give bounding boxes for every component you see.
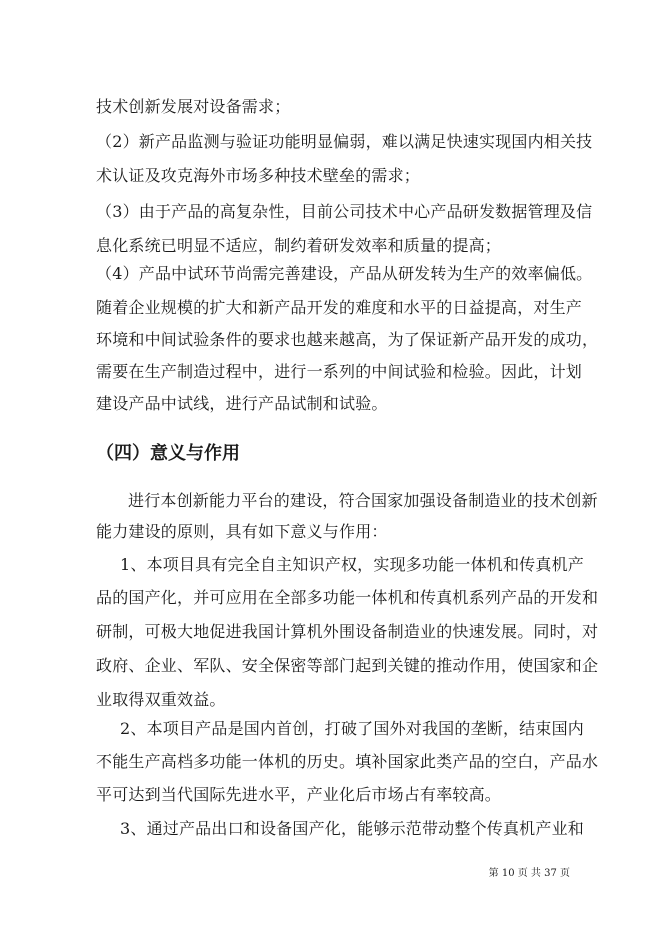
paragraph-line: 建设产品中试线，进行产品试制和试验。 xyxy=(96,394,388,413)
paragraph-line: 研制，可极大地促进我国计算机外围设备制造业的快速发展。同时，对 xyxy=(96,622,599,641)
page-number-footer: 第 10 页 共 37 页 xyxy=(488,868,570,879)
paragraph-line: 3、通过产品出口和设备国产化，能够示范带动整个传真机产业和 xyxy=(120,819,584,838)
paragraph-line: 不能生产高档多功能一体机的历史。填补国家此类产品的空白，产品水 xyxy=(96,752,599,771)
paragraph-line: 政府、企业、军队、安全保密等部门起到关键的推动作用，使国家和企 xyxy=(96,656,599,675)
paragraph-line: 品的国产化，并可应用在全部多功能一体机和传真机系列产品的开发和 xyxy=(96,588,599,607)
paragraph-line: 2、本项目产品是国内首创，打破了国外对我国的垄断，结束国内 xyxy=(120,719,584,738)
paragraph-line: （3）由于产品的高复杂性，目前公司技术中心产品研发数据管理及信 xyxy=(96,202,593,221)
paragraph-line: 需要在生产制造过程中，进行一系列的中间试验和检验。因此，计划 xyxy=(96,362,583,381)
paragraph-line: 1、本项目具有完全自主知识产权，实现多功能一体机和传真机产 xyxy=(120,555,584,574)
paragraph-line: 息化系统已明显不适应，制约着研发效率和质量的提高； xyxy=(96,236,502,255)
paragraph-line: 能力建设的原则，具有如下意义与作用： xyxy=(96,522,388,541)
paragraph-line: 随着企业规模的扩大和新产品开发的难度和水平的日益提高，对生产 xyxy=(96,298,583,317)
paragraph-line: （4）产品中试环节尚需完善建设，产品从研发转为生产的效率偏低。 xyxy=(96,264,593,283)
paragraph-line: 平可达到当代国际先进水平，产业化后市场占有率较高。 xyxy=(96,785,502,804)
paragraph-line: 环境和中间试验条件的要求也越来越高，为了保证新产品开发的成功， xyxy=(96,330,599,349)
paragraph-line: （2）新产品监测与验证功能明显偏弱，难以满足快速实现国内相关技 xyxy=(96,132,593,151)
paragraph-line: 技术创新发展对设备需求； xyxy=(96,97,291,116)
paragraph-line: 业取得双重效益。 xyxy=(96,690,226,709)
paragraph-line: 术认证及攻克海外市场多种技术壁垒的需求； xyxy=(96,166,421,185)
paragraph-line: 进行本创新能力平台的建设，符合国家加强设备制造业的技术创新 xyxy=(128,491,598,510)
section-heading: （四）意义与作用 xyxy=(96,443,240,464)
